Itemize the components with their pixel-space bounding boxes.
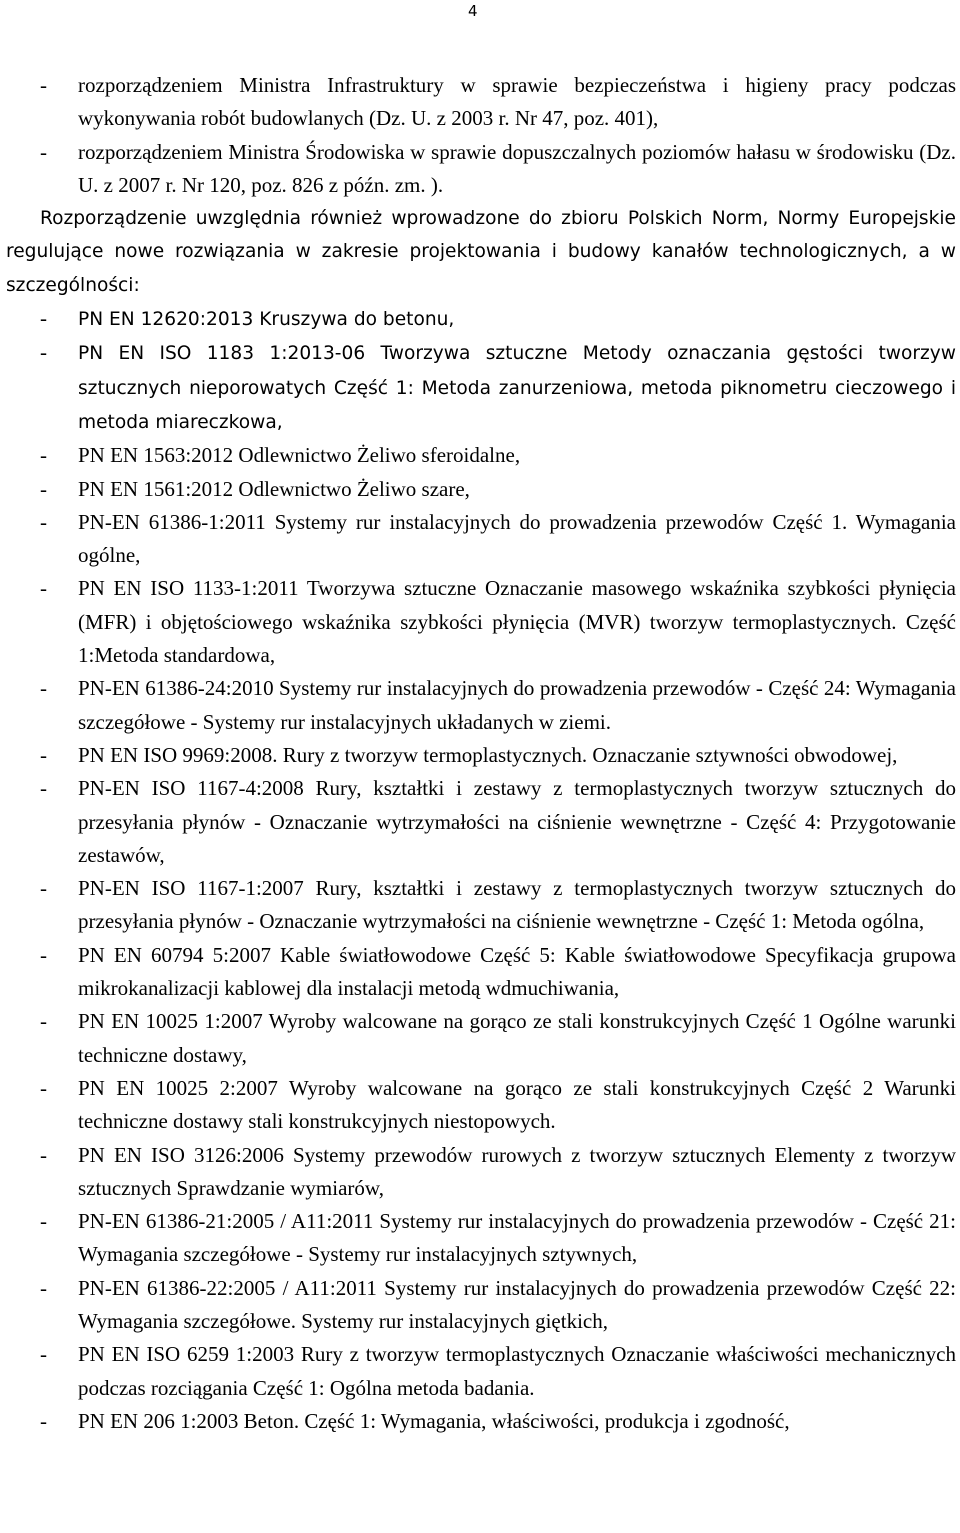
norm-item	[6, 473, 956, 506]
norm-text: PN-EN ISO 1167-1:2007 Rury, kształtki i zestawy z termoplastycznych tworzyw sztucznych do przesyłania płynów - Oznaczanie wytrzymałości na ciśnienie wewnętrzne - Część 1: Metoda ogólna,	[78, 876, 956, 934]
norm-item	[6, 1272, 956, 1339]
norm-item	[6, 572, 956, 672]
list-dash: -	[40, 73, 47, 97]
norm-text: PN EN 1563:2012 Odlewnictwo Żeliwo sferoidalne,	[78, 443, 521, 468]
norm-item	[6, 1405, 956, 1438]
list-dash: -	[40, 443, 47, 468]
norm-text: PN EN ISO 1183 1:2013-06 Tworzywa sztuczne Metody oznaczania gęstości tworzyw sztucznych nieporowatych Część 1: Metoda zanurzeniowa, metoda piknometru cieczowego i metoda miareczkowa,	[78, 343, 956, 433]
list-dash: -	[40, 676, 47, 701]
body-paragraph: Rozporządzenie uwzględnia również wprowadzone do zbioru Polskich Norm, Normy Europejskie regulujące nowe rozwiązania w zakresie projektowania i budowy kanałów technologicznych, a w szczególności:	[6, 208, 956, 296]
norm-item	[6, 939, 956, 1006]
list-item-text: rozporządzeniem Ministra Środowiska w sprawie dopuszczalnych poziomów hałasu w środowisku (Dz. U. z 2007 r. Nr 120, poz. 826 z późn. zm. ).	[78, 139, 956, 197]
norm-text: PN EN 12620:2013 Kruszywa do betonu,	[78, 309, 455, 331]
norm-text: PN-EN ISO 1167-4:2008 Rury, kształtki i zestawy z termoplastycznych tworzyw sztucznych do przesyłania płynów - Oznaczanie wytrzymałości na ciśnienie wewnętrzne - Część 4: Przygotowanie zestawów,	[78, 776, 956, 867]
norm-item	[6, 772, 956, 872]
list-dash: -	[40, 876, 47, 901]
list-dash: -	[40, 340, 47, 365]
list-dash: -	[40, 306, 47, 331]
norm-item	[6, 1005, 956, 1072]
norm-text: PN EN 206 1:2003 Beton. Część 1: Wymagania, właściwości, produkcja i zgodność,	[78, 1408, 790, 1433]
list-dash: -	[40, 1275, 47, 1300]
list-dash: -	[40, 1142, 47, 1167]
norm-item	[6, 439, 956, 472]
list-dash: -	[40, 1009, 47, 1034]
norm-text: PN EN 10025 2:2007 Wyroby walcowane na gorąco ze stali konstrukcyjnych Część 2 Warunki techniczne dostawy stali konstrukcyjnych niestopowych.	[78, 1075, 956, 1134]
norm-text: PN EN ISO 1133-1:2011 Tworzywa sztuczne Oznaczanie masowego wskaźnika szybkości płynięcia (MFR) i objętościowego wskaźnika szybkości płynięcia (MVR) tworzyw termoplastycznych. Część 1:Metoda standardowa,	[78, 576, 956, 668]
list-dash: -	[40, 1209, 47, 1234]
norm-text: PN-EN 61386-22:2005 / A11:2011 Systemy rur instalacyjnych do prowadzenia przewodów Część 22: Wymagania szczegółowe. Systemy rur instalacyjnych giętkich,	[78, 1275, 956, 1333]
list-item	[6, 69, 956, 136]
list-dash: -	[40, 1342, 47, 1367]
norm-item	[6, 672, 956, 739]
norm-text: PN EN 10025 1:2007 Wyroby walcowane na gorąco ze stali konstrukcyjnych Część 1 Ogólne warunki techniczne dostawy,	[78, 1009, 956, 1067]
norm-item	[6, 302, 956, 336]
norm-item	[6, 1072, 956, 1139]
norm-item	[6, 1338, 956, 1405]
norm-item	[6, 739, 956, 772]
list-dash: -	[40, 1408, 47, 1433]
norm-item	[6, 1139, 956, 1206]
norm-text: PN-EN 61386-1:2011 Systemy rur instalacyjnych do prowadzenia przewodów Część 1. Wymagania ogólne,	[78, 509, 956, 568]
norm-text: PN EN 60794 5:2007 Kable światłowodowe Część 5: Kable światłowodowe Specyfikacja grupowa mikrokanalizacji kablowej dla instalacji metodą wdmuchiwania,	[78, 942, 956, 1001]
document-body	[6, 69, 956, 1438]
norm-text: PN EN 1561:2012 Odlewnictwo Żeliwo szare,	[78, 476, 470, 501]
list-dash: -	[40, 139, 47, 164]
list-dash: -	[40, 576, 47, 601]
list-item-text: rozporządzeniem Ministra Infrastruktury w sprawie bezpieczeństwa i higieny pracy podczas wykonywania robót budowlanych (Dz. U. z 2003 r. Nr 47, poz. 401),	[78, 73, 956, 131]
norm-text: PN-EN 61386-24:2010 Systemy rur instalacyjnych do prowadzenia przewodów - Część 24: Wymagania szczegółowe - Systemy rur instalacyjnych układanych w ziemi.	[78, 676, 956, 734]
list-dash: -	[40, 742, 47, 767]
norm-text: PN-EN 61386-21:2005 / A11:2011 Systemy rur instalacyjnych do prowadzenia przewodów - Część 21: Wymagania szczegółowe - Systemy rur instalacyjnych sztywnych,	[78, 1209, 956, 1267]
list-dash: -	[40, 476, 47, 501]
page-number: 4	[468, 2, 478, 20]
norm-item	[6, 872, 956, 939]
norm-item	[6, 336, 956, 439]
norm-text: PN EN ISO 9969:2008. Rury z tworzyw termoplastycznych. Oznaczanie sztywności obwodowej,	[78, 742, 898, 767]
norm-text: PN EN ISO 6259 1:2003 Rury z tworzyw termoplastycznych Oznaczanie właściwości mechanicznych podczas rozciągania Część 1: Ogólna metoda badania.	[78, 1342, 956, 1400]
list-dash: -	[40, 776, 47, 801]
list-item	[6, 136, 956, 203]
list-dash: -	[40, 509, 47, 534]
norm-text: PN EN ISO 3126:2006 Systemy przewodów rurowych z tworzyw sztucznych Elementy z tworzyw sztucznych Sprawdzanie wymiarów,	[78, 1142, 956, 1200]
norm-item	[6, 1205, 956, 1272]
list-dash: -	[40, 1075, 47, 1100]
list-dash: -	[40, 942, 47, 967]
norm-item	[6, 506, 956, 573]
